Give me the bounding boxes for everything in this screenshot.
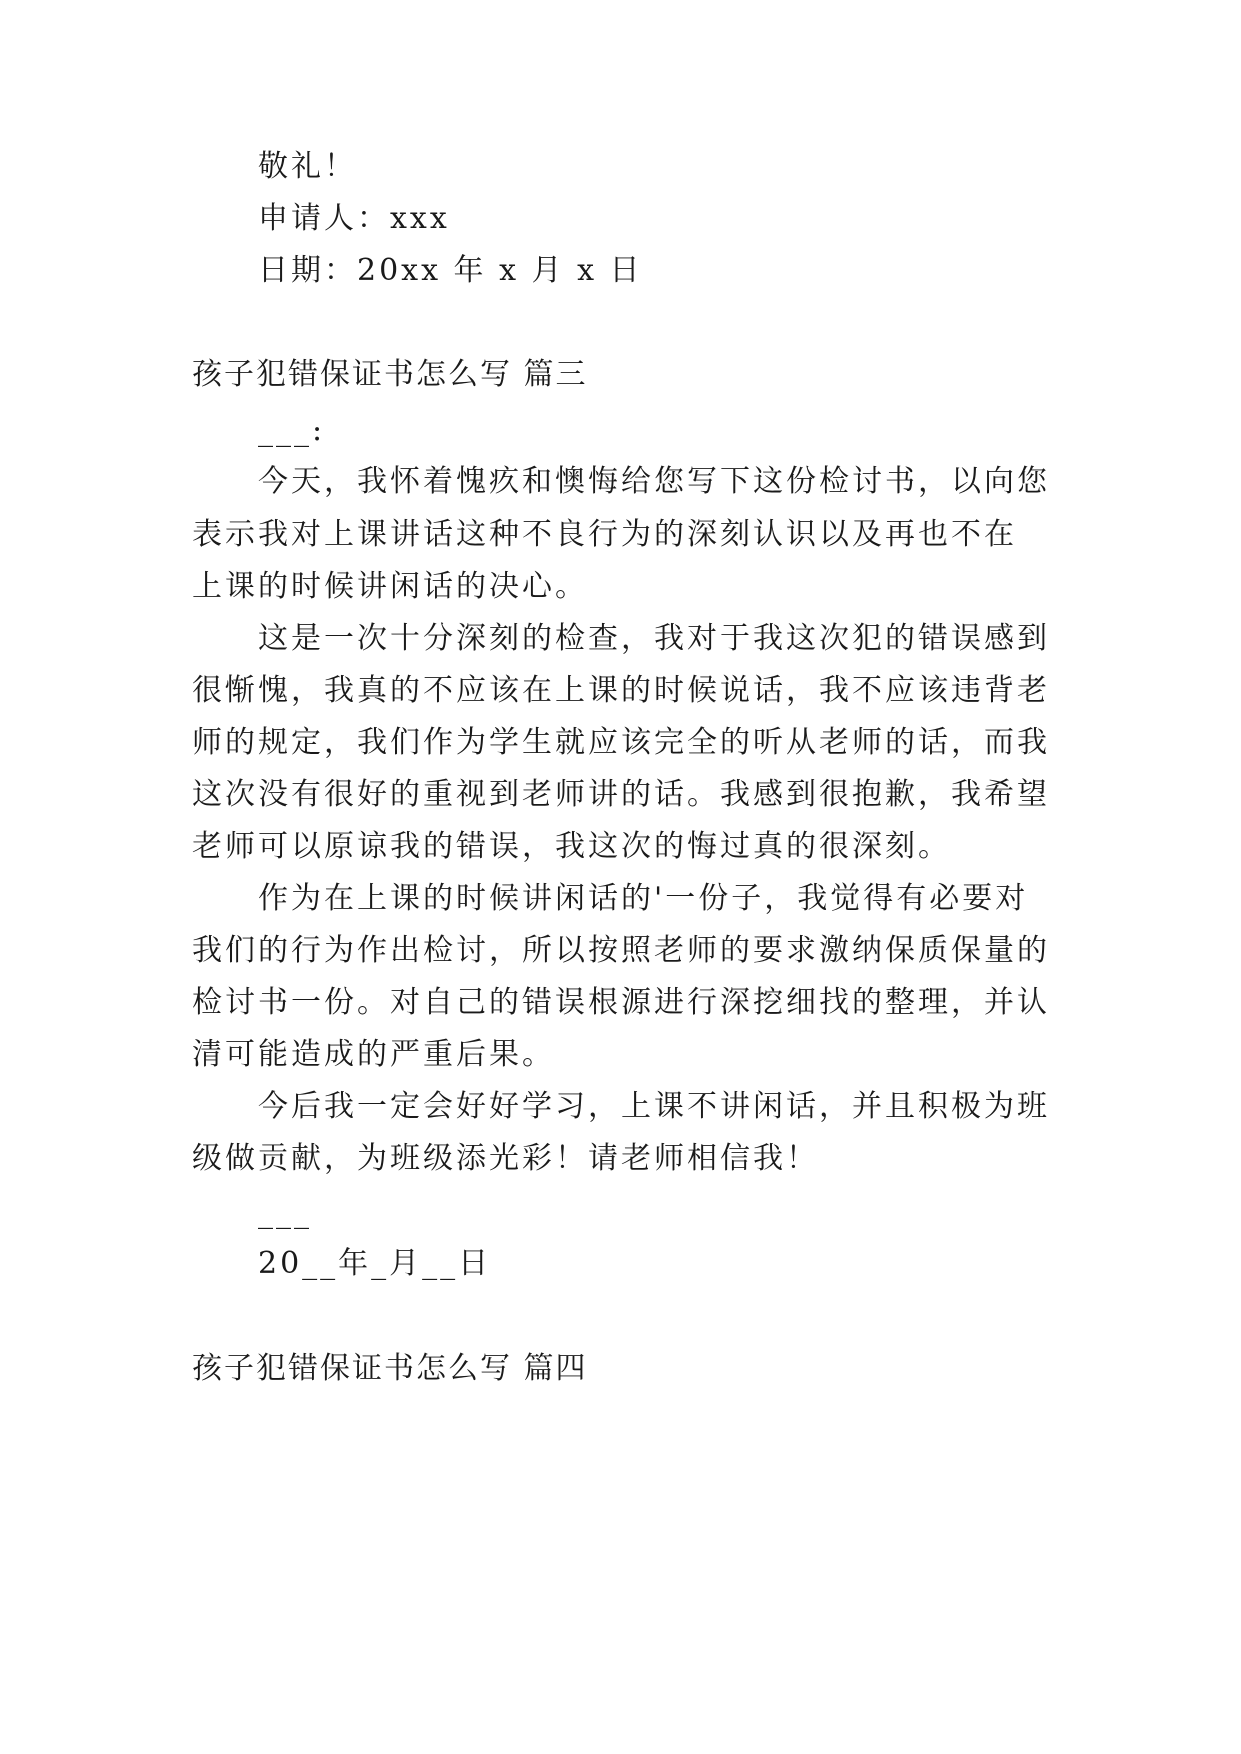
signature-blank: ___ [258, 1195, 312, 1230]
paragraph-line: 很惭愧，我真的不应该在上课的时候说话，我不应该违背老 [192, 673, 1050, 708]
closing-date: 日期：20xx 年 x 月 x 日 [258, 253, 643, 288]
section4-title: 孩子犯错保证书怎么写 篇四 [192, 1351, 588, 1386]
paragraph-line: 表示我对上课讲话这种不良行为的深刻认识以及再也不在 [192, 517, 1017, 552]
paragraph-line: 检讨书一份。对自己的错误根源进行深挖细找的整理，并认 [192, 985, 1050, 1020]
paragraph-line: 我们的行为作出检讨，所以按照老师的要求激纳保质保量的 [192, 933, 1050, 968]
section3-addressee: ___: [258, 413, 326, 448]
paragraph-line: 今后我一定会好好学习，上课不讲闲话，并且积极为班 [258, 1089, 1050, 1124]
closing-salute: 敬礼！ [258, 149, 357, 184]
paragraph-line: 这是一次十分深刻的检查，我对于我这次犯的错误感到 [258, 621, 1050, 656]
paragraph-line: 师的规定，我们作为学生就应该完全的听从老师的话，而我 [192, 725, 1050, 760]
paragraph-line: 老师可以原谅我的错误，我这次的悔过真的很深刻。 [192, 829, 951, 864]
paragraph-line: 这次没有很好的重视到老师讲的话。我感到很抱歉，我希望 [192, 777, 1050, 812]
closing-applicant: 申请人：xxx [258, 201, 450, 236]
paragraph-line: 清可能造成的严重后果。 [192, 1037, 555, 1072]
paragraph-line: 今天，我怀着愧疚和懊悔给您写下这份检讨书，以向您 [258, 464, 1050, 499]
section3-title: 孩子犯错保证书怎么写 篇三 [192, 357, 588, 392]
paragraph-line: 作为在上课的时候讲闲话的'一份子，我觉得有必要对 [258, 881, 1029, 916]
signature-date: 20__年_月__日 [258, 1246, 492, 1281]
paragraph-line: 上课的时候讲闲话的决心。 [192, 569, 588, 604]
paragraph-line: 级做贡献，为班级添光彩！请老师相信我！ [192, 1141, 819, 1176]
